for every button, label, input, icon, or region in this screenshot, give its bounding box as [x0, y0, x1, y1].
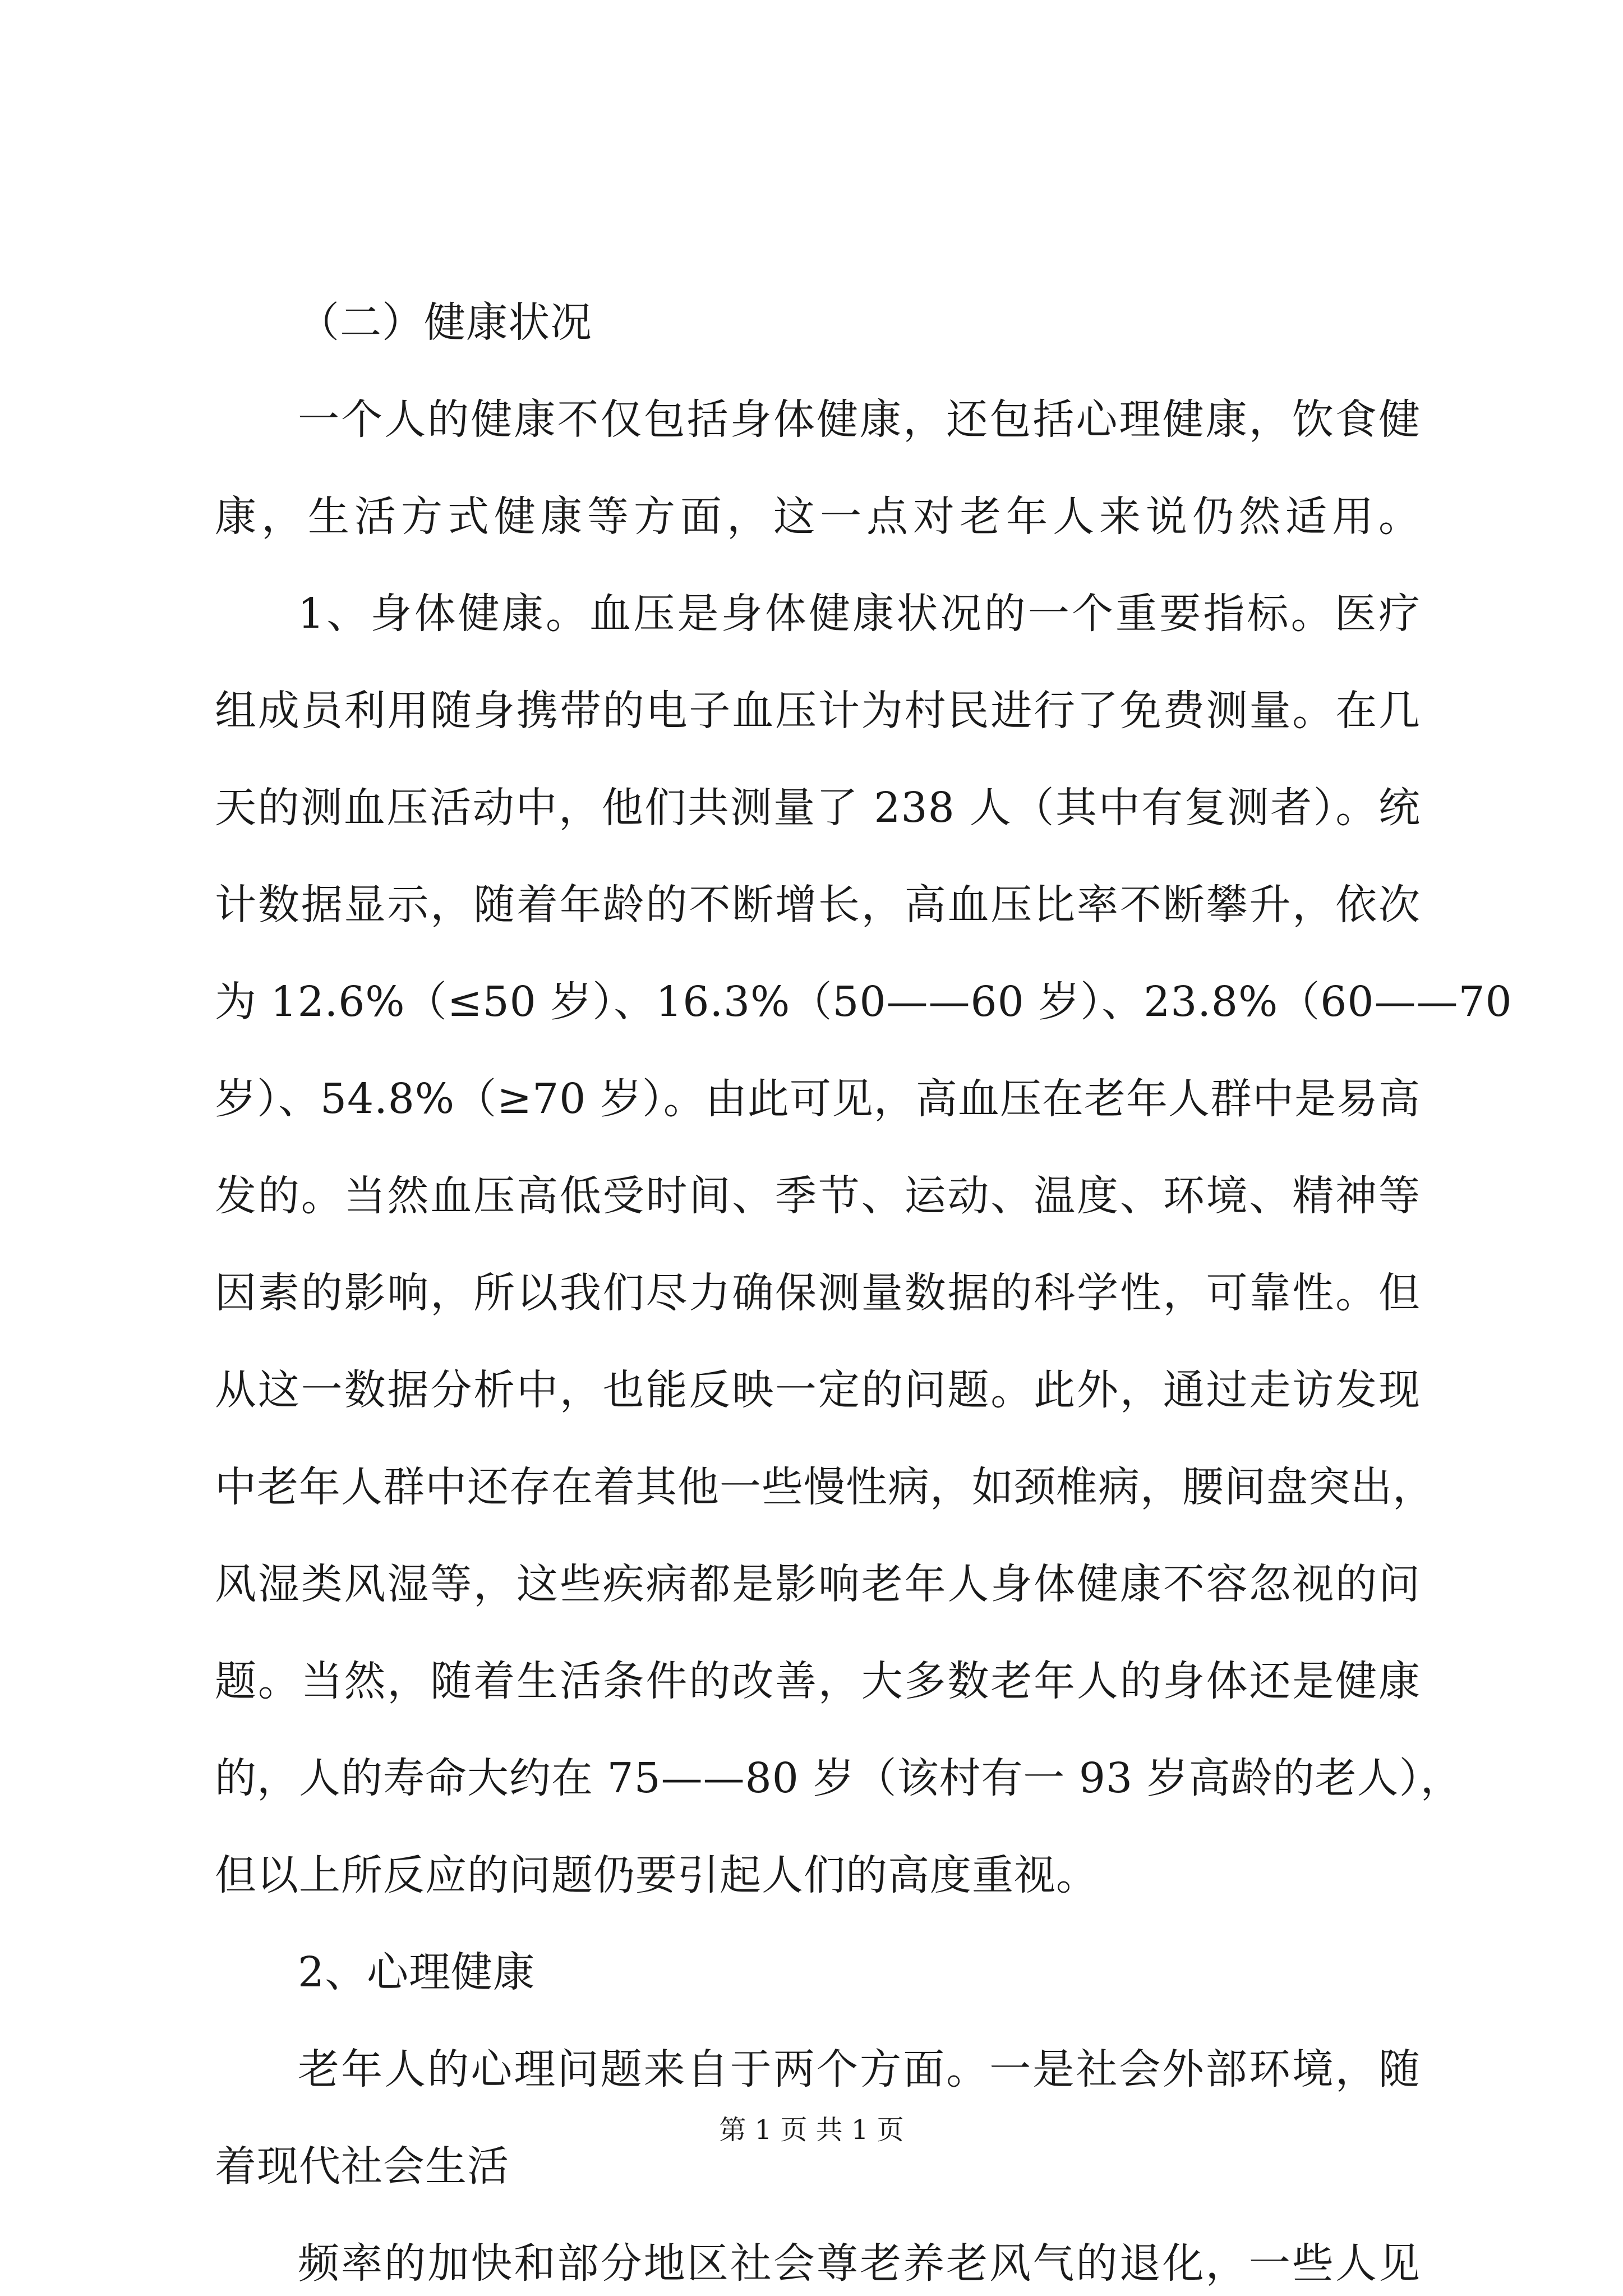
text-line: 老年人的心理问题来自于两个方面。一是社会外部环境，随: [298, 2045, 1421, 2093]
text-line: 题。当然，随着生活条件的改善，大多数老年人的身体还是健康: [215, 1657, 1421, 1705]
section-heading: （二）健康状况: [298, 298, 592, 347]
text-line: 频率的加快和部分地区社会尊老养老风气的退化，一些人见: [298, 2239, 1421, 2288]
text-line: 发的。当然血压高低受时间、季节、运动、温度、环境、精神等: [215, 1172, 1421, 1220]
text-line: 为 12.6%（≤50 岁）、16.3%（50——60 岁）、23.8%（60——70: [215, 978, 1513, 1026]
text-line: 但以上所反应的问题仍要引起人们的高度重视。: [215, 1851, 1098, 1899]
text-line: 一个人的健康不仅包括身体健康，还包括心理健康，饮食健: [298, 395, 1421, 444]
text-line: 组成员利用随身携带的电子血压计为村民进行了免费测量。在几: [215, 687, 1421, 735]
page-footer: 第 1 页 共 1 页: [719, 2114, 904, 2146]
text-line: 从这一数据分析中，也能反映一定的问题。此外，通过走访发现: [215, 1366, 1421, 1414]
text-line: 风湿类风湿等，这些疾病都是影响老年人身体健康不容忽视的问: [215, 1560, 1421, 1608]
text-line: 计数据显示，随着年龄的不断增长，高血压比率不断攀升，依次: [215, 881, 1421, 929]
text-line: 康，生活方式健康等方面，这一点对老年人来说仍然适用。: [215, 493, 1421, 541]
text-line: 1、身体健康。血压是身体健康状况的一个重要指标。医疗: [298, 590, 1421, 638]
text-line: 因素的影响，所以我们尽力确保测量数据的科学性，可靠性。但: [215, 1269, 1421, 1317]
text-line: 的，人的寿命大约在 75——80 岁（该村有一 93 岁高龄的老人），: [215, 1754, 1463, 1802]
text-line: 天的测血压活动中，他们共测量了 238 人（其中有复测者）。统: [215, 784, 1421, 832]
text-line: 中老年人群中还存在着其他一些慢性病，如颈椎病，腰间盘突出，: [215, 1463, 1435, 1511]
text-line: 岁）、54.8%（≥70 岁）。由此可见，高血压在老年人群中是易高: [215, 1075, 1421, 1123]
subsection-heading: 2、心理健康: [298, 1948, 536, 1996]
text-line: 着现代社会生活: [215, 2142, 509, 2191]
